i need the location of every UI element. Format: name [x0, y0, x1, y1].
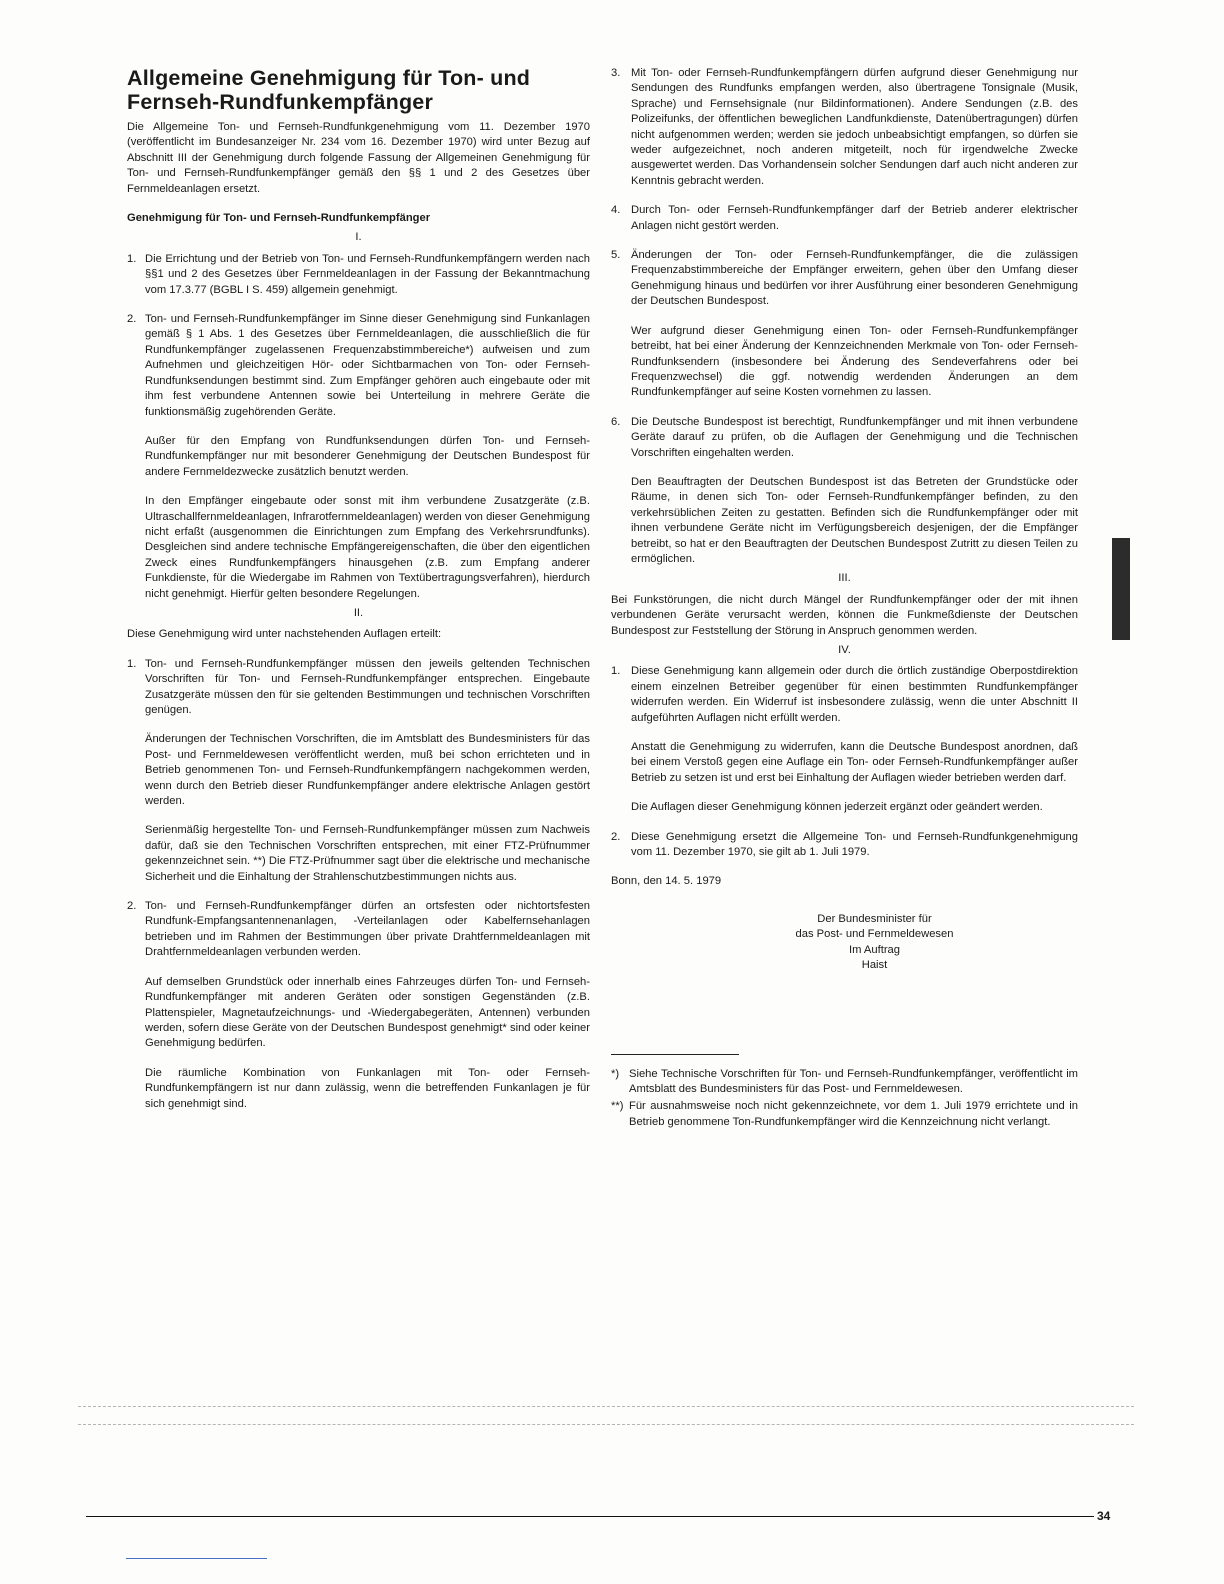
page-title: Allgemeine Genehmigung für Ton- und Fernseh-Rundfunkempfänger	[127, 66, 531, 114]
section-1-numeral: I.	[355, 231, 362, 244]
item-text: Die Deutsche Bundespost ist berechtigt, Rundfunkempfänger und mit ihnen verbundene Geräte darauf zu prüfen, ob die Auflagen der Genehmigung und die Technischen Vorschriften eingehalten werden.	[631, 415, 1078, 459]
edge-marker	[1112, 538, 1130, 640]
footnote-mark: **)	[611, 1100, 624, 1113]
bottom-rule	[86, 1516, 1094, 1517]
item-text: Durch Ton- oder Fernseh-Rundfunkempfänger darf der Betrieb anderer elektrischer Anlagen nicht gestört werden.	[631, 204, 1078, 232]
section-2-item-2	[127, 899, 590, 961]
item-number: 4.	[611, 204, 621, 217]
section-2-item-1-sub: Änderungen der Technischen Vorschriften, die im Amtsblatt des Bundesministers für das Post- und Fernmeldewesen veröffentlicht werden, muß bei schon errichteten und in Betrieb genommenen Ton- und Fernseh-Rundfunkempfängern nachgekommen werden, wenn durch den Betrieb dieser Rundfunkempfänger andere elektrische Anlagen gestört werden.	[145, 733, 590, 808]
item-text: Ton- und Fernseh-Rundfunkempfänger müssen den jeweils geltenden Technischen Vorschriften für Ton- und Fernseh-Rundfunkempfänger entsprechen. Eingebaute Zusatzgeräte müssen den für sie geltenden Bestimmungen und technischen Vorschriften genügen.	[145, 657, 590, 716]
item-number: 1.	[127, 657, 137, 670]
item-text: Mit Ton- oder Fernseh-Rundfunkempfängern dürfen aufgrund dieser Genehmigung nur Sendungen des Rundfunks empfangen werden, also übertragene Tonsignale (Musik, Sprache) und Fernsehsignale (nur Bildinformationen). Andere Sendungen (z.B. des Polizeifunks, der öffentlichen beweglichen Landfunkdienste, Datenübertragungen) dürfen nicht aufgenommen werden; werden sie jedoch unbeabsichtigt empfangen, so dürfen sie weder aufgezeichnet, noch anderen mitgeteilt, noch für irgendwelche Zwecke ausgewertet werden. Das Vorhandensein solcher Sendungen darf auch nicht anderen zur Kenntnis gebracht werden.	[631, 67, 1078, 187]
blue-underline	[126, 1558, 267, 1559]
item-number: 2.	[127, 313, 137, 326]
section-2-item-2-sub: Auf demselben Grundstück oder innerhalb eines Fahrzeuges dürfen Ton- und Fernseh-Rundfunkempfänger mit anderen Geräten oder sonstigen Gegenständen (z.B. Plattenspieler, Magnetaufzeichnungs- und -Wiedergabegeräten, Antennen) verbunden werden, sofern diese Geräte von der Deutschen Bundespost genehmigt* sind oder keiner Genehmigung bedürfen.	[145, 975, 590, 1050]
section-3-text: Bei Funkstörungen, die nicht durch Mängel der Rundfunkempfänger oder der mit ihnen verbundenen Geräte verursacht werden, können die Funkmeßdienste der Deutschen Bundespost zur Feststellung der Störung in Anspruch genommen werden.	[611, 593, 1078, 637]
item-number: 6.	[611, 415, 621, 428]
section-3-numeral: III.	[838, 572, 851, 585]
item-text: Diese Genehmigung kann allgemein oder durch die örtlich zuständige Oberpostdirektion einem einzelnen Betreiber gegenüber für einen bestimmten Rundfunkempfänger widerrufen werden. Ein Widerruf ist insbesondere zulässig, wenn die unter Abschnitt II aufgeführten Auflagen nicht erfüllt werden.	[631, 665, 1078, 724]
section-1-sub-paragraph: Außer für den Empfang von Rundfunksendungen dürfen Ton- und Fernseh-Rundfunkempfänger nur mit besonderer Genehmigung der Deutschen Bundespost für andere Fernmeldezwecke zusätzlich benutzt werden.	[145, 434, 590, 478]
signature-line: Der Bundesminister für	[817, 912, 932, 925]
item-text: Diese Genehmigung ersetzt die Allgemeine Ton- und Fernseh-Rundfunkgenehmigung vom 11. Dezember 1970, sie gilt ab 1. Juli 1979.	[631, 830, 1078, 859]
section-2-item-5-sub: Wer aufgrund dieser Genehmigung einen Ton- oder Fernseh-Rundfunkempfänger betreibt, hat bei einer Änderung der Kennzeichnenden Merkmale von Ton- oder Fernseh-Rundfunksendern (insbesondere bei Änderung des Sendeverfahrens oder bei Frequenzwechsel) die ggf. notwendig werdenden Änderungen an dem Rundfunkempfänger auf seine Kosten vornehmen zu lassen.	[631, 324, 1078, 399]
section-4-item-1-sub: Anstatt die Genehmigung zu widerrufen, kann die Deutsche Bundespost anordnen, daß bei einem Verstoß gegen eine Auflage ein Ton- oder Fernseh-Rundfunkempfänger außer Betrieb zu setzen ist und erst bei Einhaltung der Auflagen wieder betrieben werden darf.	[631, 741, 1078, 784]
scan-dotted-line	[78, 1424, 1134, 1425]
section-1-item-2	[127, 312, 590, 420]
section-2-item-6-sub: Den Beauftragten der Deutschen Bundespost ist das Betreten der Grundstücke oder Räume, in denen sich Ton- oder Fernseh-Rundfunkempfänger befinden, zu den verkehrsüblichen Zeiten zu gestatten. Befinden sich die Rundfunkempfänger oder mit ihnen verbundene Geräte nicht im Verfügungsbereich desjenigen, der die Empfänger betreibt, so hat er den Beauftragten der Deutschen Bundespost Zutritt zu diesen Teilen zu ermöglichen.	[631, 475, 1078, 565]
signature-name: Haist	[861, 959, 888, 972]
signature-line: das Post- und Fernmeldewesen	[795, 928, 954, 941]
item-text: Die Errichtung und der Betrieb von Ton- und Fernseh-Rundfunkempfängern werden nach §§1 und 2 des Gesetzes über Fernmeldeanlagen in der Fassung der Bekanntmachung vom 17.3.77 (BGBL I S. 459) allgemein genehmigt.	[145, 252, 590, 296]
section-4-item-2	[611, 830, 1078, 861]
footnote-mark: *)	[611, 1067, 620, 1080]
item-text: Ton- und Fernseh-Rundfunkempfänger dürfen an ortsfesten oder nichtortsfesten Rundfunk-Empfangsantennenanlagen, -Verteilanlagen oder Kabelfernsehanlagen betrieben und im Rahmen der Bestimmungen über private Drahtfernmeldeanlagen mit Drahtfernmeldeanlagen verbunden werden.	[145, 900, 590, 959]
section-2-item-2-sub: Die räumliche Kombination von Funkanlagen mit Ton- oder Fernseh-Rundfunkempfängern ist nur dann zulässig, wenn die betreffenden Funkanlagen je für sich genehmigt sind.	[145, 1066, 590, 1110]
item-number: 2.	[127, 900, 137, 913]
item-number: 3.	[611, 67, 621, 79]
scan-dotted-line	[78, 1406, 1134, 1407]
section-1-sub-paragraph: In den Empfänger eingebaute oder sonst mit ihm verbundene Zusatzgeräte (z.B. Ultraschallfernmeldeanlagen, Infrarotfernmeldeanlagen) werden von dieser Genehmigung nicht erfaßt (ausgenommen die Einrichtungen zum Empfang des Verkehrsrundfunks). Desgleichen sind andere technische Empfängereigenschaften, die über den eigentlichen Zweck eines Rundfunkempfängers hinausgehen (z.B. zum Empfang anderer Funkdienste, für die Wiedergabe im Rahmen von Textübertragungsverfahren), hierdurch nicht genehmigt. Hierfür gelten besondere Regelungen.	[145, 495, 590, 600]
date-line: Bonn, den 14. 5. 1979	[611, 875, 722, 888]
right-column	[611, 66, 1078, 1132]
section-2-lead: Diese Genehmigung wird unter nachstehenden Auflagen erteilt:	[127, 628, 442, 641]
footnote-divider	[611, 1054, 739, 1055]
subheading: Genehmigung für Ton- und Fernseh-Rundfunkempfänger	[127, 212, 431, 225]
item-number: 1.	[611, 665, 621, 678]
section-2-item-3	[611, 66, 1078, 189]
section-1-item-1	[127, 252, 590, 298]
item-text: Ton- und Fernseh-Rundfunkempfänger im Sinne dieser Genehmigung sind Funkanlagen gemäß § 1 Abs. 1 des Gesetzes über Fernmeldeanlagen, die ausschließlich die für Rundfunkempfänger zugelassenen Frequenzabstimmbereiche*) aufweisen und zum Aufnehmen und gleichzeitigen Hör- oder Sichtbarmachen von Ton- oder Fernseh-Rundfunksendungen bestimmt sind. Zum Empfänger gehören auch eingebaute oder mit ihm fest verbundene Antennen sowie bei Unterteilung in mehrere Geräte die funktionsmäßig zugehörenden Geräte.	[145, 313, 590, 418]
intro-paragraph: Die Allgemeine Ton- und Fernseh-Rundfunkgenehmigung vom 11. Dezember 1970 (veröffentlicht im Bundesanzeiger Nr. 234 vom 16. Dezember 1970) wird unter Bezug auf Abschnitt III der Genehmigung durch folgende Fassung der Allgemeinen Genehmigung für Ton- und Fernseh-Rundfunkempfänger gemäß den §§ 1 und 2 des Gesetzes über Fernmeldeanlagen ersetzt.	[127, 121, 590, 195]
footnote-text: Siehe Technische Vorschriften für Ton- und Fernseh-Rundfunkempfänger, veröffentlicht im Amtsblatt des Bundesministers für das Post- und Fernmeldewesen.	[629, 1067, 1078, 1095]
section-2-item-4	[611, 203, 1078, 234]
section-2-item-1	[127, 657, 590, 719]
footnote	[611, 1067, 1078, 1098]
item-text: Änderungen der Ton- oder Fernseh-Rundfunkempfänger, die die zulässigen Frequenzabstimmbereiche der Empfänger erweitern, gehen über den Umfang dieser Genehmigung hinaus und bedürfen vor ihrer Ausführung einer besonderen Genehmigung der Deutschen Bundespost.	[631, 249, 1078, 308]
footnote-text: Für ausnahmsweise noch nicht gekennzeichnete, vor dem 1. Juli 1979 errichtete und in Betrieb genommene Ton-Rundfunkempfänger wird die Kennzeichnung nicht verlangt.	[629, 1100, 1078, 1128]
signature-line: Im Auftrag	[849, 943, 900, 956]
page-number: 34	[1097, 1509, 1111, 1523]
left-column	[127, 66, 590, 1126]
section-2-item-1-sub: Serienmäßig hergestellte Ton- und Fernseh-Rundfunkempfänger müssen zum Nachweis dafür, daß sie den Technischen Vorschriften entsprechen, mit einer FTZ-Prüfnummer gekennzeichnet sein. **) Die FTZ-Prüfnummer sagt über die elektrische und mechanische Sicherheit und die Einhaltung der Strahlenschutzbestimmungen nichts aus.	[145, 824, 590, 883]
item-number: 5.	[611, 249, 621, 262]
section-4-item-1	[611, 664, 1078, 726]
section-4-item-1-sub: Die Auflagen dieser Genehmigung können jederzeit ergänzt oder geändert werden.	[631, 801, 1043, 814]
section-2-item-6	[611, 415, 1078, 461]
footnote	[611, 1099, 1078, 1130]
section-4-numeral: IV.	[838, 644, 851, 656]
item-number: 1.	[127, 252, 137, 265]
signature-block	[671, 912, 1078, 974]
section-2-numeral: II.	[353, 606, 364, 619]
item-number: 2.	[611, 830, 621, 843]
section-2-item-5	[611, 248, 1078, 310]
